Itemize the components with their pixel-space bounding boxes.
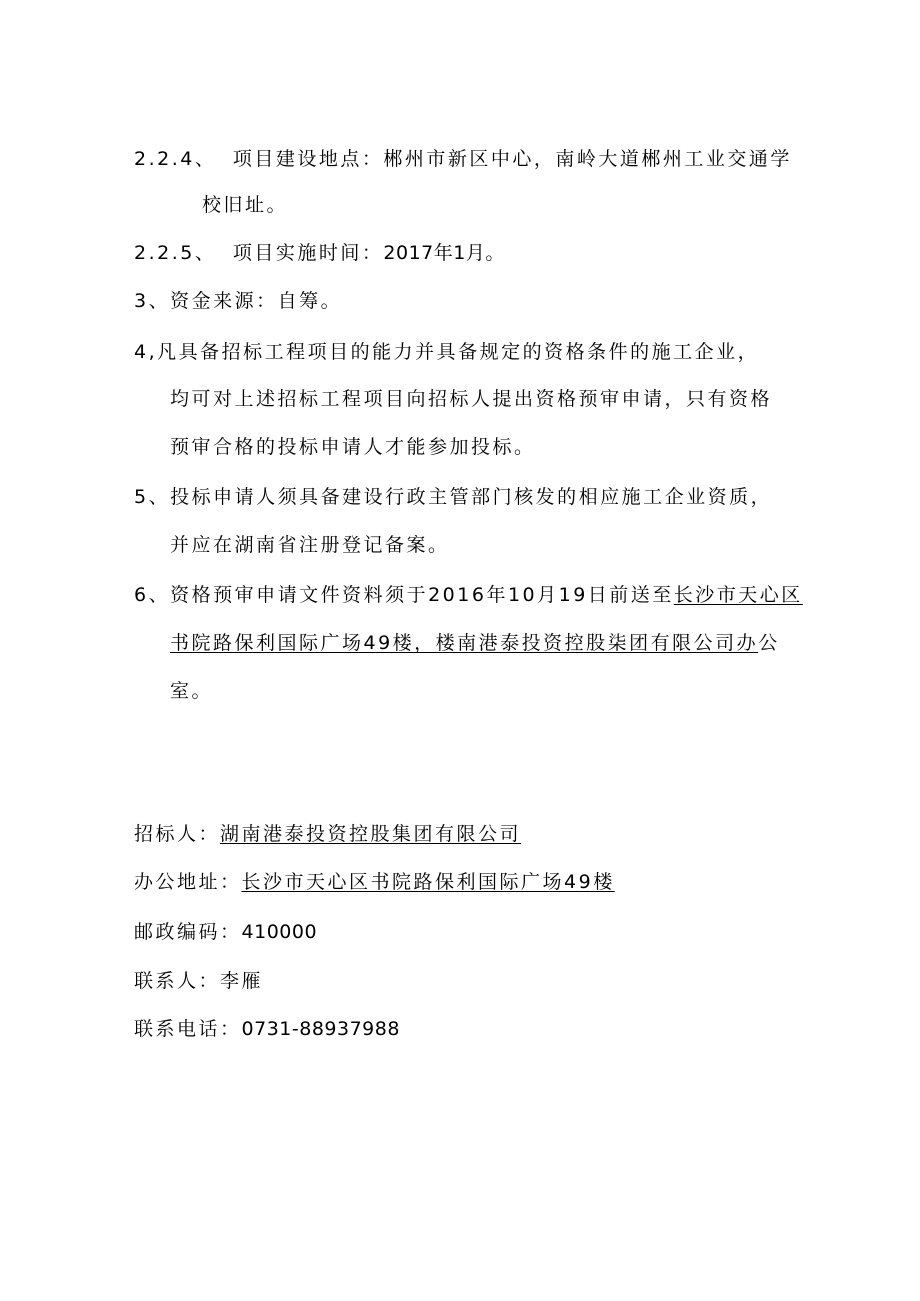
tenderer-value: 湖南港泰投资控股集团有限公司 [220, 823, 522, 845]
item-2-2-4-text: 郴州市新区中心，南岭大道郴州工业交通学 [383, 148, 792, 170]
postcode-row [134, 919, 317, 945]
item-6-line2-tail: 公 [758, 632, 780, 654]
item-5-line1: 5、投标申请人须具备建设行政主管部门核发的相应施工企业资质， [134, 486, 773, 508]
item-4-line3: 预审合格的投标申请人才能参加投标。 [170, 436, 536, 458]
contact-person-label: 联系人： [134, 970, 221, 992]
contact-person-row [134, 968, 263, 994]
address-value: 长沙市天心区书院路保利国际广场49楼 [241, 871, 615, 893]
item-2-2-4-line2: 校旧址。 [202, 194, 289, 216]
postcode-label: 邮政编码： [134, 921, 242, 943]
postcode-value: 410000 [241, 921, 318, 943]
address-label: 办公地址： [134, 871, 242, 893]
item-2-2-4-line1 [134, 146, 792, 172]
item-2-2-5-prefix: 2.2.5、 [134, 242, 217, 264]
item-5-line2: 并应在湖南省注册登记备案。 [170, 534, 450, 556]
item-3-funding: 3、资金来源：自筹。 [134, 290, 343, 312]
item-2-2-5-label: 项目实施时间： [232, 242, 384, 264]
item-2-2-4-label: 项目建设地点： [232, 148, 384, 170]
address-row [134, 869, 615, 895]
item-2-2-4-prefix: 2.2.4、 [134, 148, 217, 170]
item-2-2-5-line [134, 240, 505, 266]
item-4-line1: 4,凡具备招标工程项目的能力并具备规定的资格条件的施工企业， [134, 341, 760, 363]
item-6-address-part2: 书院路保利国际广场49楼，楼南港泰投资控股柒团有限公司办 [170, 632, 759, 654]
phone-row [134, 1016, 400, 1042]
phone-label: 联系电话： [134, 1018, 242, 1040]
tenderer-row [134, 821, 521, 847]
item-6-line3: 室。 [170, 680, 214, 702]
item-4-line2: 均可对上述招标工程项目向招标人提出资格预审申请，只有资格 [170, 388, 773, 410]
item-6-line1-text: 6、资格预审申请文件资料须于2016年10月19日前送至 [134, 584, 674, 606]
item-2-2-5-value: 2017年1月。 [383, 242, 505, 264]
item-6-line2 [170, 630, 780, 656]
item-6-address-part1: 长沙市天心区 [673, 584, 803, 606]
phone-value: 0731-88937988 [241, 1018, 400, 1040]
contact-person-value: 李雁 [220, 970, 264, 992]
tenderer-label: 招标人： [134, 823, 221, 845]
item-6-line1 [134, 582, 803, 608]
